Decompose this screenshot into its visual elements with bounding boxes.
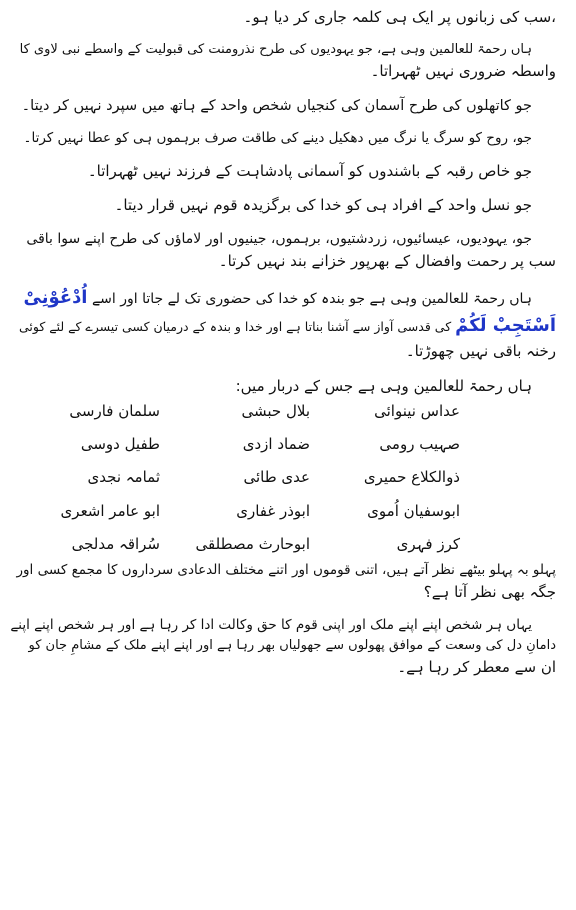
companion-name: عدی طائی — [243, 468, 310, 487]
text-line: ہاں رحمۃ للعالمین وہی ہے، جو یہودیوں کی طرح نذرومنت کی قبولیت کے واسطے نبی لاوی کا — [19, 42, 532, 58]
text-line: جو کاتھلوں کی طرح آسمان کی کنجیاں شخص واحد کے ہاتھ میں سپرد نہیں کر دیتا۔ — [21, 97, 532, 114]
quranic-phrase: اُدْعُوْنِیْ — [23, 287, 88, 309]
companion-name: بلال حبشی — [241, 401, 310, 420]
paragraph-gap — [10, 364, 556, 375]
companion-name: سلمان فارسی — [69, 401, 160, 420]
text-line: رخنہ باقی نہیں چھوڑتا۔ — [405, 342, 556, 361]
paragraph-gap — [10, 218, 556, 229]
companion-name: طفیل دوسی — [80, 435, 160, 453]
companion-name: عداس نینوائی — [374, 401, 460, 420]
text-line — [10, 284, 556, 312]
text-line: واسطہ ضروری نہیں ٹھہراتا۔ — [370, 62, 556, 81]
text-line: سب پر رحمت وافضال کے بھرپور خزانے بند نہیں کرتا۔ — [218, 252, 556, 271]
paragraph-gap — [10, 149, 556, 160]
companions-list — [10, 400, 486, 556]
text-line: جو، روح کو سرگ یا نرگ میں دھکیل دینے کی طاقت صرف برہموں ہی کو عطا نہیں کرتا۔ — [23, 130, 532, 147]
paragraph-gap — [10, 183, 556, 194]
paragraph-gap — [10, 84, 556, 95]
companion-name: صہیب رومی — [379, 435, 460, 453]
text-line: ان سے معطر کر رہا ہے۔ — [397, 658, 556, 677]
companion-name: کرز فہری — [396, 534, 460, 553]
text-line: دامانِ دل کی وسعت کے موافق پھولوں سے جھولیاں بھر رہا ہے اور اپنے اپنے ملک کے مشامِ جان کو — [28, 638, 556, 654]
text-line: ہاں رحمۃ للعالمین وہی ہے جس کے دربار میں: — [235, 376, 532, 395]
companion-name: ثمامہ نجدی — [87, 468, 160, 487]
paragraph-gap — [10, 117, 556, 128]
text-line: پہلو بہ پہلو بیٹھے نظر آتے ہیں، اتنی قوموں اور اتنے مختلف الدعادی سرداروں کا مجمع کسی اور — [16, 562, 556, 578]
paragraph-gap — [10, 273, 556, 284]
paragraph-gap — [10, 29, 556, 40]
companion-name: ابوذر غفاری — [236, 501, 310, 520]
text-segment: ہاں رحمۃ للعالمین وہی ہے جو بندہ کو خدا کی حضوری تک لے جاتا اور اسے — [91, 291, 532, 308]
text-line: جو نسل واحد کے افراد ہی کو خدا کی برگزیدہ قوم نہیں قرار دیتا۔ — [114, 196, 532, 215]
companion-name: ذوالکلاع حمیری — [363, 468, 460, 487]
text-segment: کی قدسی آواز سے آشنا بناتا ہے اور خدا و بندہ کے درمیان کسی تیسرے کے لئے کوئی — [19, 319, 452, 335]
companion-name: ابو عامر اشعری — [60, 501, 160, 520]
text-line: جو خاص رقبہ کے باشندوں کو آسمانی پادشاہت کے فرزند نہیں ٹھہراتا۔ — [87, 162, 532, 181]
quranic-phrase: اَسْتَجِبْ لَکُمْ — [455, 315, 556, 337]
companion-name: ابوحارث مصطلقی — [195, 534, 310, 553]
text-line: ،سب کی زبانوں پر ایک ہی کلمہ جاری کر دیا ہو۔ — [243, 8, 556, 26]
text-line — [10, 312, 556, 340]
text-line: جو، یہودیوں، عیسائیوں، زردشتیوں، برہموں، جینیوں اور لاماؤں کی طرح اپنے سوا باقی — [26, 230, 532, 247]
paragraph-gap — [10, 604, 556, 615]
companion-name: ضماد ازدی — [242, 435, 310, 453]
companion-name: ابوسفیان اُموی — [367, 501, 460, 520]
companion-name: سُراقہ مدلجی — [71, 534, 160, 553]
text-line: یہاں ہر شخص اپنے اپنے ملک اور اپنی قوم کا حق وکالت ادا کر رہا ہے اور ہر شخص اپنے اپنے — [10, 617, 532, 634]
text-line: جگہ بھی نظر آتا ہے؟ — [423, 582, 556, 601]
